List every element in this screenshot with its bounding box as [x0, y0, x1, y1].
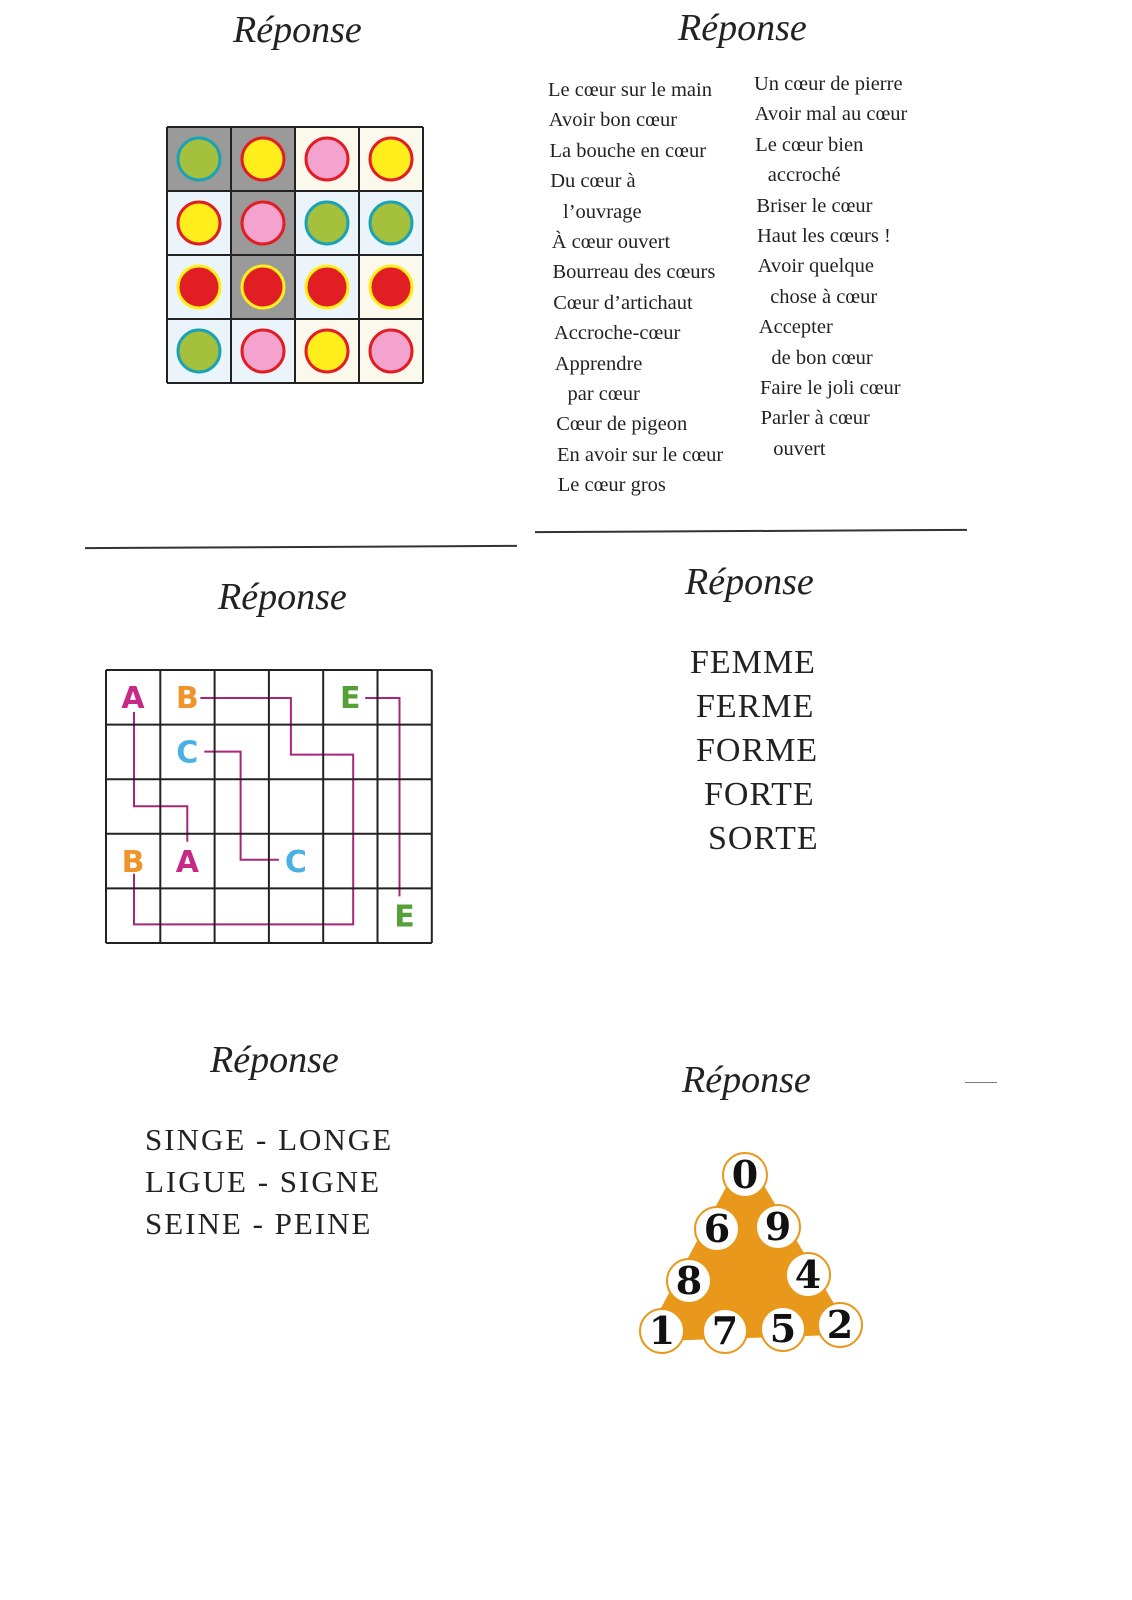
- grid-letter: E: [339, 681, 361, 716]
- expression-line: l’ouvrage: [563, 200, 642, 223]
- triangle-number: 6: [703, 1206, 731, 1251]
- grid-dot: [178, 202, 220, 244]
- grid-letter: C: [176, 735, 199, 771]
- number-triangle: [635, 1145, 875, 1365]
- expression-line: Avoir quelque: [757, 255, 874, 278]
- expression-line: Avoir bon cœur: [548, 109, 678, 132]
- triangle-number: 8: [675, 1258, 703, 1303]
- expression-line: À cœur ouvert: [551, 231, 671, 253]
- triangle-number: 2: [826, 1302, 854, 1347]
- card-title: Réponse: [682, 1059, 811, 1101]
- expression-line: Cœur d’artichaut: [553, 291, 693, 314]
- grid-dot: [242, 266, 284, 308]
- grid-letter: C: [284, 844, 307, 880]
- triangle-number: 1: [648, 1308, 676, 1353]
- expression-line: accroché: [767, 164, 841, 187]
- expression-line: Haut les cœurs !: [757, 225, 891, 247]
- expression-line: de bon cœur: [771, 346, 873, 369]
- divider: [965, 1082, 997, 1083]
- expression-line: Parler à cœur: [760, 407, 870, 430]
- grid-dot: [306, 330, 348, 372]
- grid-dot: [242, 202, 284, 244]
- grid-letter: A: [175, 844, 199, 880]
- card-title: Réponse: [678, 7, 807, 49]
- grid-dot: [306, 266, 348, 308]
- card-title: Réponse: [233, 9, 362, 51]
- expression-line: Du cœur à: [550, 170, 636, 193]
- grid-dot: [370, 330, 412, 372]
- expression-line: ouvert: [773, 437, 826, 460]
- expression-line: Faire le joli cœur: [760, 377, 901, 399]
- expression-line: par cœur: [567, 383, 640, 405]
- triangle-number: 4: [794, 1252, 822, 1297]
- word-pair: SEINE - PEINE: [145, 1206, 373, 1241]
- card-title: Réponse: [210, 1039, 339, 1081]
- ladder-word: FORTE: [704, 776, 815, 813]
- path-line: [365, 698, 399, 896]
- path-line: [134, 698, 353, 924]
- divider: [85, 545, 517, 549]
- expression-line: Un cœur de pierre: [754, 73, 903, 95]
- grid-dot: [306, 138, 348, 180]
- triangle-number: 5: [769, 1306, 797, 1351]
- expression-line: Le cœur gros: [557, 474, 666, 497]
- expression-line: En avoir sur le cœur: [557, 443, 724, 466]
- expression-line: Avoir mal au cœur: [754, 103, 908, 126]
- grid-dot: [306, 202, 348, 244]
- expression-line: Apprendre: [554, 352, 643, 375]
- expression-line: Le cœur sur le main: [548, 79, 712, 101]
- card-title: Réponse: [685, 561, 814, 603]
- divider: [535, 529, 967, 533]
- expression-line: Accroche-cœur: [554, 322, 681, 345]
- expression-line: Briser le cœur: [756, 194, 873, 217]
- card-title: Réponse: [218, 576, 347, 618]
- expression-line: La bouche en cœur: [549, 139, 707, 162]
- ladder-word: SORTE: [708, 820, 819, 857]
- grid-dot: [370, 138, 412, 180]
- ladder-word: FORME: [696, 732, 819, 769]
- grid-letter: B: [175, 681, 199, 716]
- grid-dot: [370, 202, 412, 244]
- expression-line: Le cœur bien: [755, 133, 864, 156]
- expression-line: Bourreau des cœurs: [552, 261, 716, 284]
- triangle-number: 7: [711, 1308, 739, 1353]
- grid-dot: [242, 330, 284, 372]
- expression-line: chose à cœur: [770, 285, 878, 308]
- grid-dot: [178, 138, 220, 180]
- color-grid: [165, 125, 433, 393]
- grid-dot: [370, 266, 412, 308]
- ladder-word: FEMME: [690, 644, 816, 681]
- grid-letter: E: [394, 899, 415, 935]
- ladder-word: FERME: [696, 688, 815, 725]
- grid-dot: [178, 266, 220, 308]
- triangle-number: 0: [731, 1152, 759, 1197]
- grid-letter: A: [121, 681, 145, 716]
- grid-dot: [178, 330, 220, 372]
- word-pair: LIGUE - SIGNE: [145, 1164, 382, 1199]
- expression-line: Accepter: [758, 316, 833, 339]
- triangle-number: 9: [764, 1204, 792, 1249]
- expression-line: Cœur de pigeon: [556, 413, 688, 436]
- grid-dot: [242, 138, 284, 180]
- path-grid: [104, 668, 436, 950]
- word-pair: SINGE - LONGE: [145, 1122, 394, 1157]
- grid-letter: B: [121, 844, 145, 880]
